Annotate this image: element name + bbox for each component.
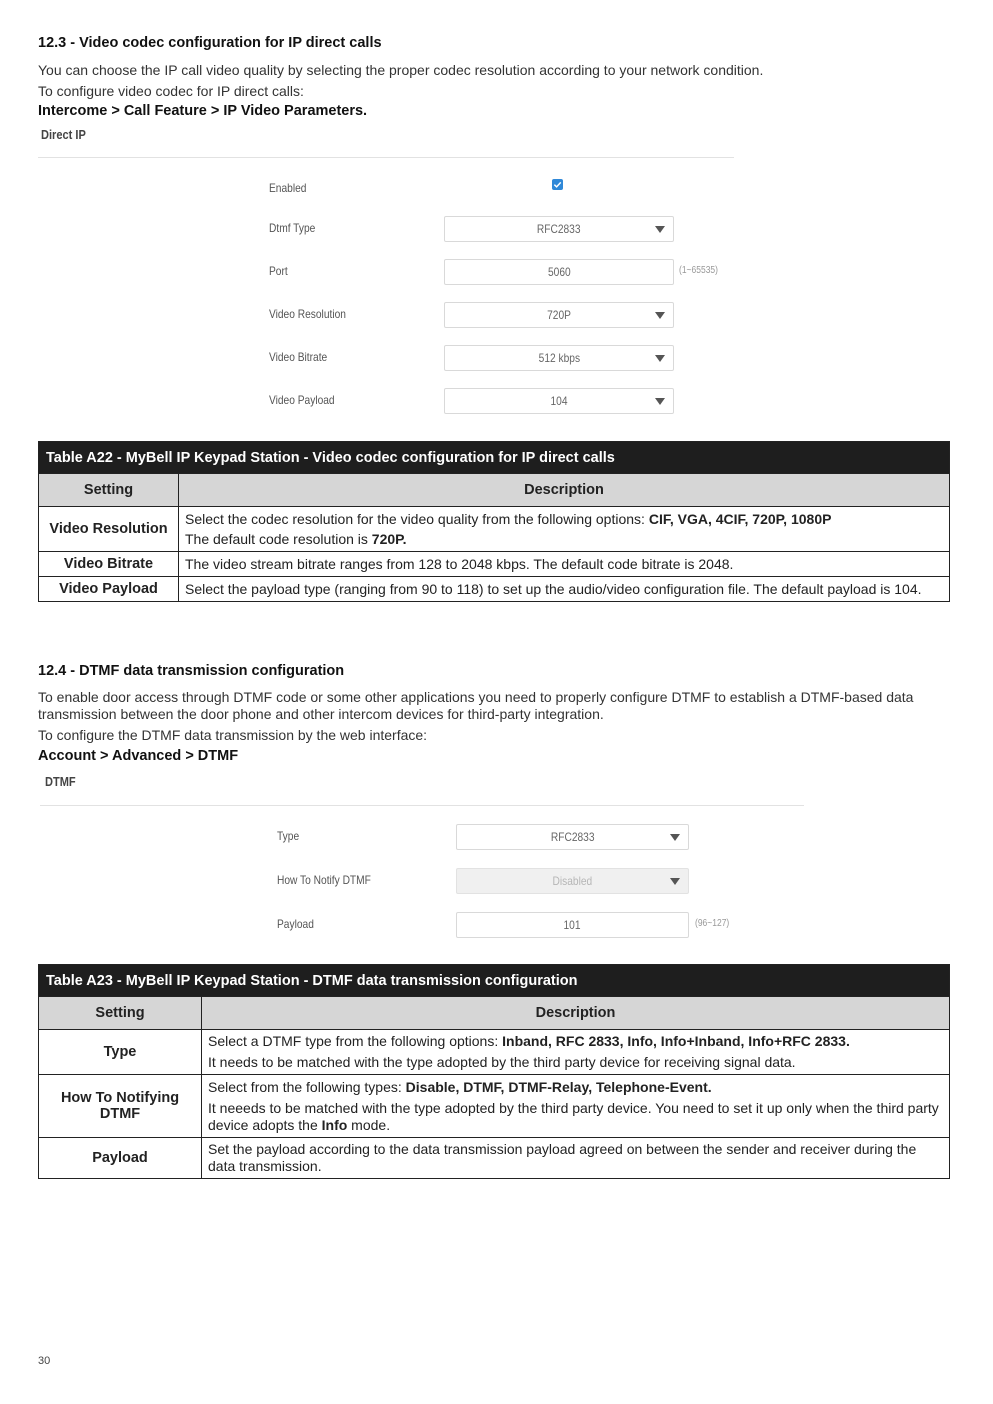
setting-cell: Payload <box>39 1138 202 1179</box>
panel-title: DTMF <box>45 774 76 789</box>
table-a22 <box>38 441 950 602</box>
setting-cell: Video Bitrate <box>39 552 179 577</box>
video-resolution-label: Video Resolution <box>269 307 346 321</box>
section-heading-video-codec: 12.3 - Video codec configuration for IP direct calls <box>38 35 382 51</box>
description-text: It neeeds to be matched with the type adopted by the third party device. You need to set it up only when the third party device adopts the <box>208 1099 939 1133</box>
chevron-down-icon <box>655 355 665 362</box>
payload-range-hint: (96~127) <box>695 918 730 929</box>
table-row <box>39 1030 950 1075</box>
section-intro-paragraph: To enable door access through DTMF code or some other applications you need to properly configure DTMF to establish a DTMF-based data transmission between the door phone and other intercom devices for third-party integration. <box>38 689 914 722</box>
dtmf-panel <box>40 772 810 947</box>
type-label: Type <box>277 829 300 843</box>
panel-title: Direct IP <box>41 127 86 142</box>
video-bitrate-select[interactable] <box>444 345 674 371</box>
type-value: RFC2833 <box>550 830 595 844</box>
default-value-text: 720P. <box>371 530 407 547</box>
table-row <box>39 1138 950 1179</box>
description-text: It needs to be matched with the type adopted by the third party device for receiving signal data. <box>208 1054 796 1070</box>
notify-dtmf-value: Disabled <box>552 874 593 888</box>
video-resolution-select[interactable] <box>444 302 674 328</box>
table-row <box>39 552 950 577</box>
table-caption: Table A23 - MyBell IP Keypad Station - DTMF data transmission configuration <box>39 965 950 997</box>
port-range-hint: (1~65535) <box>679 265 718 276</box>
table-a23 <box>38 964 950 1179</box>
video-bitrate-value: 512 kbps <box>538 351 580 365</box>
payload-label: Payload <box>277 917 314 931</box>
column-header-description: Description <box>202 997 950 1030</box>
description-text: mode. <box>347 1116 391 1133</box>
description-cell: Set the payload according to the data transmission payload agreed on between the sender and receiver during the data transmission. <box>202 1138 950 1179</box>
section-intro-paragraph: You can choose the IP call video quality by selecting the proper codec resolution according to your network condition. <box>38 62 764 78</box>
dtmf-type-label: Dtmf Type <box>269 221 316 235</box>
description-cell: The video stream bitrate ranges from 128 to 2048 kbps. The default code bitrate is 2048. <box>179 552 950 577</box>
options-text: Inband, RFC 2833, Info, Info+Inband, Info+RFC 2833. <box>502 1033 850 1049</box>
description-cell: Select the payload type (ranging from 90 to 118) to set up the audio/video configuration file. The default payload is 104. <box>179 577 950 602</box>
table-row <box>39 1075 950 1138</box>
table-caption: Table A22 - MyBell IP Keypad Station - Video codec configuration for IP direct calls <box>39 442 950 474</box>
description-text: The default code resolution is <box>185 530 372 547</box>
type-select[interactable] <box>456 824 689 850</box>
chevron-down-icon <box>670 834 680 841</box>
page-number: 30 <box>38 1355 51 1367</box>
direct-ip-panel <box>38 124 738 424</box>
video-bitrate-label: Video Bitrate <box>269 350 328 364</box>
column-header-description: Description <box>179 474 950 507</box>
description-cell <box>202 1075 950 1138</box>
table-row <box>39 507 950 552</box>
panel-divider <box>40 805 804 806</box>
column-header-setting: Setting <box>39 997 202 1030</box>
enabled-checkbox[interactable] <box>552 179 563 190</box>
dtmf-type-select[interactable] <box>444 216 674 242</box>
menu-path: Intercome > Call Feature > IP Video Parameters. <box>38 103 368 119</box>
port-value: 5060 <box>547 265 571 279</box>
description-text: Select the codec resolution for the video quality from the following options: <box>185 510 649 527</box>
column-header-setting: Setting <box>39 474 179 507</box>
notify-dtmf-label: How To Notify DTMF <box>277 873 371 887</box>
panel-divider <box>38 157 734 158</box>
menu-path: Account > Advanced > DTMF <box>38 748 239 764</box>
setting-cell: Video Payload <box>39 577 179 602</box>
payload-input[interactable] <box>456 912 689 938</box>
options-text: Disable, DTMF, DTMF-Relay, Telephone-Event. <box>405 1078 712 1095</box>
mode-name-text: Info <box>321 1116 348 1133</box>
section-instruction: To configure the DTMF data transmission by the web interface: <box>38 727 428 743</box>
video-payload-select[interactable] <box>444 388 674 414</box>
video-payload-value: 104 <box>550 394 568 408</box>
description-cell <box>202 1030 950 1075</box>
setting-cell: Video Resolution <box>39 507 179 552</box>
notify-dtmf-select[interactable] <box>456 868 689 894</box>
chevron-down-icon <box>655 312 665 319</box>
description-text: Select a DTMF type from the following options: <box>208 1033 503 1049</box>
video-payload-label: Video Payload <box>269 393 335 407</box>
description-text: Select from the following types: <box>208 1078 406 1095</box>
check-icon <box>553 180 562 189</box>
port-label: Port <box>269 264 288 278</box>
chevron-down-icon <box>670 878 680 885</box>
setting-cell: How To Notifying DTMF <box>39 1075 202 1138</box>
dtmf-type-value: RFC2833 <box>537 222 581 236</box>
enabled-label: Enabled <box>269 181 307 195</box>
table-row <box>39 577 950 602</box>
chevron-down-icon <box>655 226 665 233</box>
chevron-down-icon <box>655 398 665 405</box>
payload-value: 101 <box>563 918 582 932</box>
section-instruction: To configure video codec for IP direct calls: <box>38 83 304 99</box>
video-resolution-value: 720P <box>547 308 571 322</box>
setting-cell: Type <box>39 1030 202 1075</box>
description-cell <box>179 507 950 552</box>
port-input[interactable] <box>444 259 674 285</box>
options-text: CIF, VGA, 4CIF, 720P, 1080P <box>648 510 832 527</box>
section-heading-dtmf: 12.4 - DTMF data transmission configuration <box>38 663 345 679</box>
